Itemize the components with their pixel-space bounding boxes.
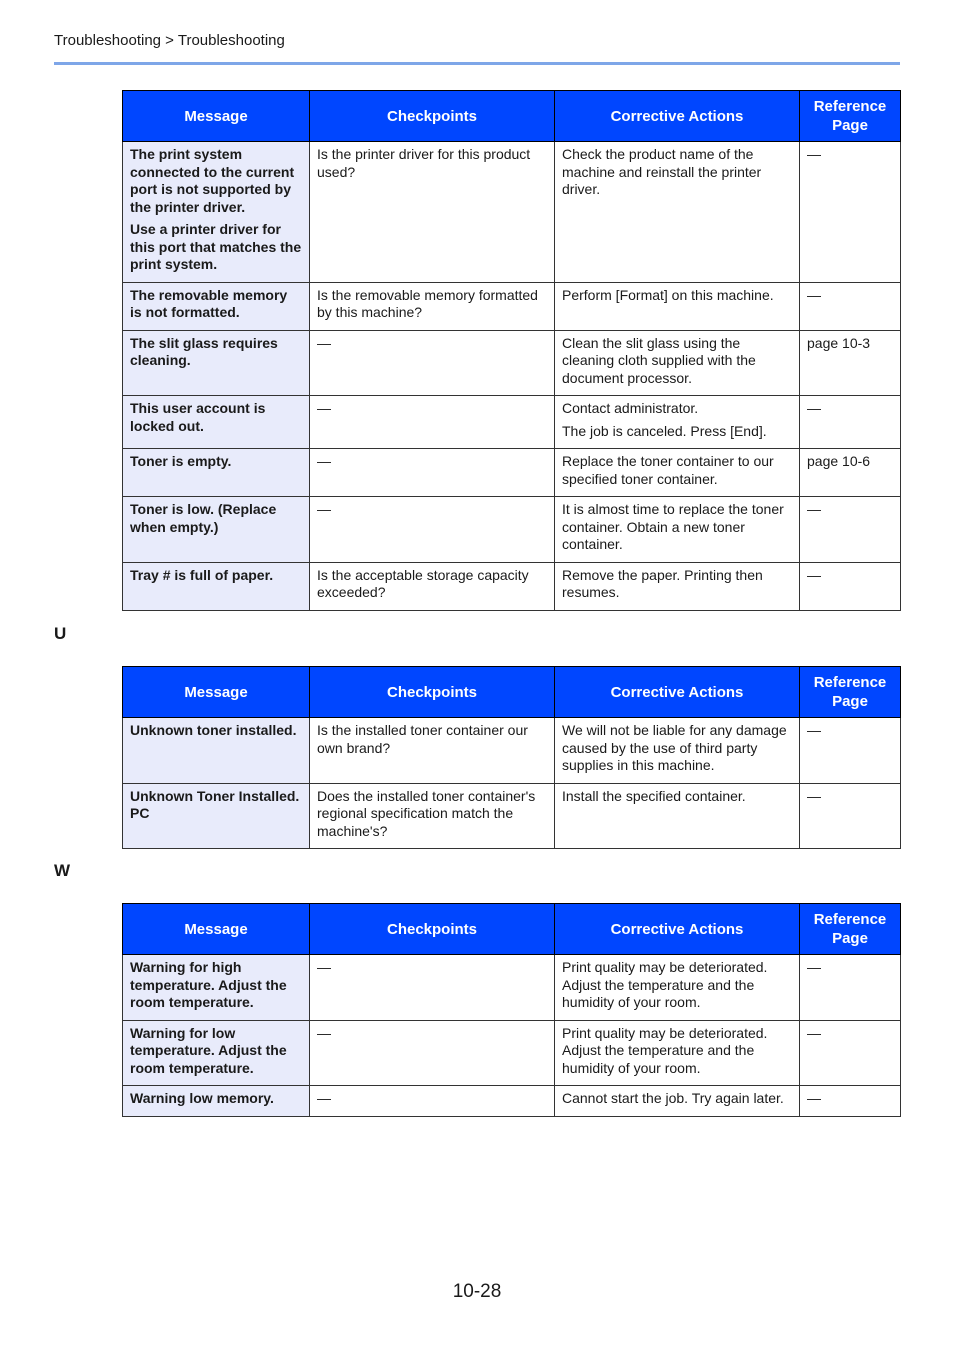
table-header-row: [123, 904, 901, 955]
header-message: Message: [123, 667, 310, 718]
message-cell: [123, 1086, 310, 1117]
page-number: 10-28: [452, 1281, 502, 1302]
reference-page-cell: —: [800, 783, 901, 849]
message-cell: [123, 783, 310, 849]
section-letter-w: W: [54, 861, 71, 880]
message-cell: [123, 562, 310, 610]
message-cell: [123, 449, 310, 497]
checkpoints-cell: [310, 718, 555, 784]
table-row: [123, 1020, 901, 1086]
cell-paragraph: The removable memory is not formatted.: [130, 286, 288, 320]
corrective-actions-cell: [555, 330, 800, 396]
message-cell: [123, 282, 310, 330]
header-checkpoints: Checkpoints: [310, 91, 555, 142]
table-header-row: [123, 91, 901, 142]
header-message: Message: [123, 904, 310, 955]
cell-paragraph: Is the removable memory formatted by this machine?: [317, 286, 538, 320]
message-cell: [123, 718, 310, 784]
message-cell: [123, 330, 310, 396]
cell-paragraph: Install the specified container.: [562, 787, 746, 804]
cell-paragraph: Unknown toner installed.: [130, 722, 297, 738]
cell-paragraph: —: [317, 1090, 331, 1106]
checkpoints-cell: [310, 449, 555, 497]
message-cell: [123, 142, 310, 283]
corrective-actions-cell: [555, 955, 800, 1021]
cell-paragraph: We will not be liable for any damage caused by the use of third party supplies in this machine.: [562, 722, 787, 773]
cell-paragraph: Tray # is full of paper.: [130, 566, 274, 583]
cell-paragraph: —: [317, 334, 331, 351]
checkpoints-cell: [310, 1020, 555, 1086]
cell-paragraph: Clean the slit glass using the cleaning cloth supplied with the document processor.: [562, 334, 756, 386]
table-row: [123, 783, 901, 849]
header-corrective-actions: Corrective Actions: [555, 904, 800, 955]
cell-paragraph: Contact administrator.: [562, 400, 699, 416]
corrective-actions-cell: [555, 396, 800, 449]
table-header-row: [123, 667, 901, 718]
checkpoints-cell: [310, 497, 555, 563]
message-cell: [123, 955, 310, 1021]
cell-paragraph: Unknown Toner Installed. PC: [130, 787, 300, 821]
cell-paragraph: —: [317, 1024, 331, 1041]
reference-page-cell: —: [800, 142, 901, 283]
header-message: Message: [123, 91, 310, 142]
cell-paragraph: —: [317, 959, 331, 975]
corrective-actions-cell: [555, 142, 800, 283]
cell-paragraph: Is the installed toner container our own brand?: [317, 722, 528, 756]
cell-paragraph: Replace the toner container to our specified toner container.: [562, 453, 774, 487]
message-table-u: [122, 666, 901, 849]
header-reference-page: Reference Page: [800, 667, 901, 718]
reference-page-cell: —: [800, 955, 901, 1021]
corrective-actions-cell: [555, 783, 800, 849]
cell-paragraph: Print quality may be deteriorated. Adjust the temperature and the humidity of your room.: [562, 959, 768, 1010]
table-row: [123, 396, 901, 449]
reference-page-cell: —: [800, 282, 901, 330]
cell-paragraph: This user account is locked out.: [130, 400, 266, 434]
reference-page-cell: —: [800, 396, 901, 449]
message-table-w: [122, 903, 901, 1117]
table-row: [123, 718, 901, 784]
table-row: [123, 562, 901, 610]
cell-paragraph: Warning for low temperature. Adjust the room temperature.: [130, 1024, 287, 1076]
checkpoints-cell: [310, 783, 555, 849]
table-row: [123, 449, 901, 497]
corrective-actions-cell: [555, 282, 800, 330]
message-table-0: [122, 90, 901, 611]
reference-page-cell: page 10-3: [800, 330, 901, 396]
header-reference-page: Reference Page: [800, 91, 901, 142]
cell-paragraph: Warning low memory.: [130, 1090, 274, 1106]
cell-paragraph: Does the installed toner container's regional specification match the machine's?: [317, 787, 536, 839]
message-cell: [123, 497, 310, 563]
cell-paragraph: Perform [Format] on this machine.: [562, 286, 774, 303]
checkpoints-cell: [310, 1086, 555, 1117]
cell-paragraph: Warning for high temperature. Adjust the room temperature.: [130, 959, 287, 1010]
reference-page-cell: page 10-6: [800, 449, 901, 497]
cell-paragraph: Is the printer driver for this product used?: [317, 146, 531, 180]
table-row: [123, 955, 901, 1021]
reference-page-cell: —: [800, 562, 901, 610]
table-row: [123, 1086, 901, 1117]
cell-paragraph: It is almost time to replace the toner container. Obtain a new toner container.: [562, 501, 784, 552]
cell-paragraph: The print system connected to the current port is not supported by the printer driver.: [130, 146, 295, 215]
message-cell: [123, 1020, 310, 1086]
corrective-actions-cell: [555, 449, 800, 497]
header-corrective-actions: Corrective Actions: [555, 667, 800, 718]
corrective-actions-cell: [555, 1086, 800, 1117]
section-letter-u: U: [54, 624, 67, 643]
header-rule: [54, 62, 900, 65]
corrective-actions-cell: [555, 497, 800, 563]
cell-paragraph: Toner is empty.: [130, 453, 232, 469]
cell-paragraph: Is the acceptable storage capacity exceeded?: [317, 566, 529, 600]
reference-page-cell: —: [800, 1086, 901, 1117]
checkpoints-cell: [310, 282, 555, 330]
corrective-actions-cell: [555, 562, 800, 610]
cell-paragraph: Toner is low. (Replace when empty.): [130, 501, 277, 535]
header-checkpoints: Checkpoints: [310, 667, 555, 718]
cell-paragraph: Remove the paper. Printing then resumes.: [562, 566, 763, 600]
reference-page-cell: —: [800, 1020, 901, 1086]
checkpoints-cell: [310, 562, 555, 610]
table-row: [123, 142, 901, 283]
cell-paragraph: —: [317, 400, 331, 416]
cell-paragraph: —: [317, 501, 331, 517]
table-row: [123, 497, 901, 563]
header-checkpoints: Checkpoints: [310, 904, 555, 955]
table-row: [123, 330, 901, 396]
cell-paragraph: —: [317, 453, 331, 469]
reference-page-cell: —: [800, 497, 901, 563]
breadcrumb: Troubleshooting > Troubleshooting: [54, 32, 285, 49]
cell-paragraph: Print quality may be deteriorated. Adjust the temperature and the humidity of your room.: [562, 1024, 768, 1076]
reference-page-cell: —: [800, 718, 901, 784]
cell-paragraph: Check the product name of the machine and reinstall the printer driver.: [562, 146, 762, 197]
checkpoints-cell: [310, 330, 555, 396]
checkpoints-cell: [310, 142, 555, 283]
cell-paragraph: Cannot start the job. Try again later.: [562, 1090, 784, 1106]
corrective-actions-cell: [555, 1020, 800, 1086]
header-corrective-actions: Corrective Actions: [555, 91, 800, 142]
cell-paragraph: Use a printer driver for this port that matches the print system.: [130, 221, 302, 272]
message-cell: [123, 396, 310, 449]
cell-paragraph: The job is canceled. Press [End].: [562, 422, 767, 439]
corrective-actions-cell: [555, 718, 800, 784]
table-row: [123, 282, 901, 330]
checkpoints-cell: [310, 955, 555, 1021]
checkpoints-cell: [310, 396, 555, 449]
header-reference-page: Reference Page: [800, 904, 901, 955]
cell-paragraph: The slit glass requires cleaning.: [130, 334, 278, 368]
